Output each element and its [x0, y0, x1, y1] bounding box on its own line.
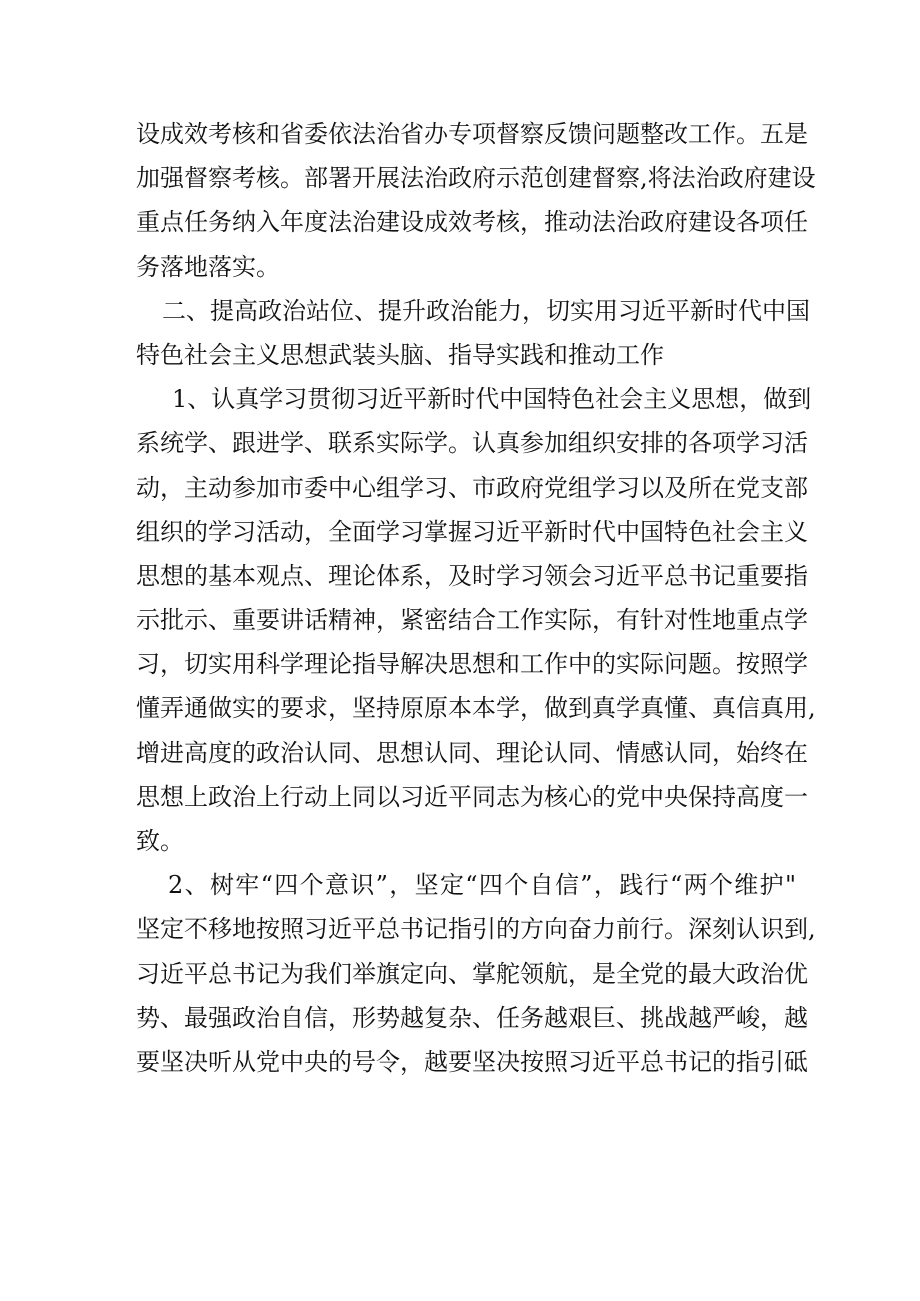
text-line: 组织的学习活动，全面学习掌握习近平新时代中国特色社会主义 [136, 517, 808, 546]
text-line: 懂弄通做实的要求，坚持原原本本学，做到真学真懂、真信真用, [136, 694, 816, 723]
text-line: 习，切实用科学理论指导解决思想和工作中的实际问题。按照学 [136, 650, 808, 679]
text-line: 坚定不移地按照习近平总书记指引的方向奋力前行。深刻认识到, [136, 915, 816, 944]
text-line: 示批示、重要讲话精神，紧密结合工作实际，有针对性地重点学 [136, 606, 808, 635]
text-line: 重点任务纳入年度法治建设成效考核，推动法治政府建设各项任 [136, 208, 808, 237]
text-line: 2、树牢“四个意识”，坚定“四个自信”，践行“两个维护" [168, 871, 796, 900]
text-line: 思想上政治上行动上同以习近平同志为核心的党中央保持高度一 [136, 782, 808, 811]
text-line: 势、最强政治自信，形势越复杂、任务越艰巨、挑战越严峻，越 [136, 1003, 808, 1032]
section-heading-line: 特色社会主义思想武装头脑、指导实践和推动工作 [136, 340, 664, 369]
text-line: 务落地落实。 [136, 252, 280, 281]
text-line: 思想的基本观点、理论体系，及时学习领会习近平总书记重要指 [136, 561, 808, 590]
text-line: 增进高度的政治认同、思想认同、理论认同、情感认同，始终在 [136, 738, 808, 767]
text-line: 要坚决听从党中央的号令，越要坚决按照习近平总书记的指引砥 [136, 1047, 808, 1076]
text-line: 习近平总书记为我们举旗定向、掌舵领航，是全党的最大政治优 [136, 959, 808, 988]
text-line: 系统学、跟进学、联系实际学。认真参加组织安排的各项学习活 [136, 429, 808, 458]
text-line: 动，主动参加市委中心组学习、市政府党组学习以及所在党支部 [136, 473, 808, 502]
document-body [136, 112, 816, 1084]
text-line: 致。 [136, 827, 184, 855]
text-line: 设成效考核和省委依法治省办专项督察反馈问题整改工作。五是 [136, 120, 808, 148]
section-heading-line: 二、提高政治站位、提升政治能力，切实用习近平新时代中国 [162, 296, 810, 325]
text-line: 加强督察考核。部署开展法治政府示范创建督察,将法治政府建设 [136, 164, 816, 193]
text-line: 1、认真学习贯彻习近平新时代中国特色社会主义思想，做到 [172, 385, 812, 414]
